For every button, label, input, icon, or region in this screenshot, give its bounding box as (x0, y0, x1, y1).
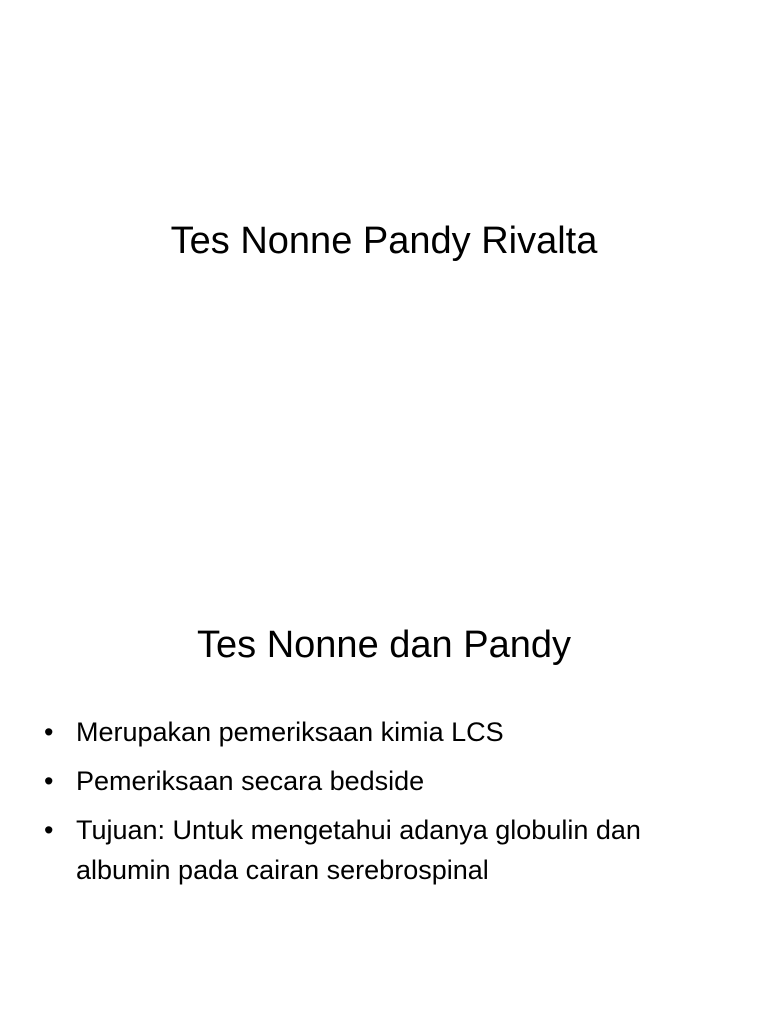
bullet-text: Merupakan pemeriksaan kimia LCS (76, 717, 504, 747)
slide-title-heading: Tes Nonne Pandy Rivalta (170, 220, 598, 262)
bullet-text: Pemeriksaan secara bedside (76, 766, 425, 796)
slide-content-heading: Tes Nonne dan Pandy (197, 624, 571, 666)
bullet-icon: • (44, 815, 54, 845)
bullet-item (44, 810, 734, 890)
bullet-item (44, 761, 734, 801)
slide-content (0, 512, 768, 1024)
bullet-list (44, 712, 734, 890)
bullet-item (44, 712, 734, 752)
bullet-icon: • (44, 766, 54, 796)
bullet-icon: • (44, 717, 54, 747)
bullet-text: Tujuan: Untuk mengetahui adanya globulin dan albumin pada cairan serebrospinal (76, 815, 641, 885)
